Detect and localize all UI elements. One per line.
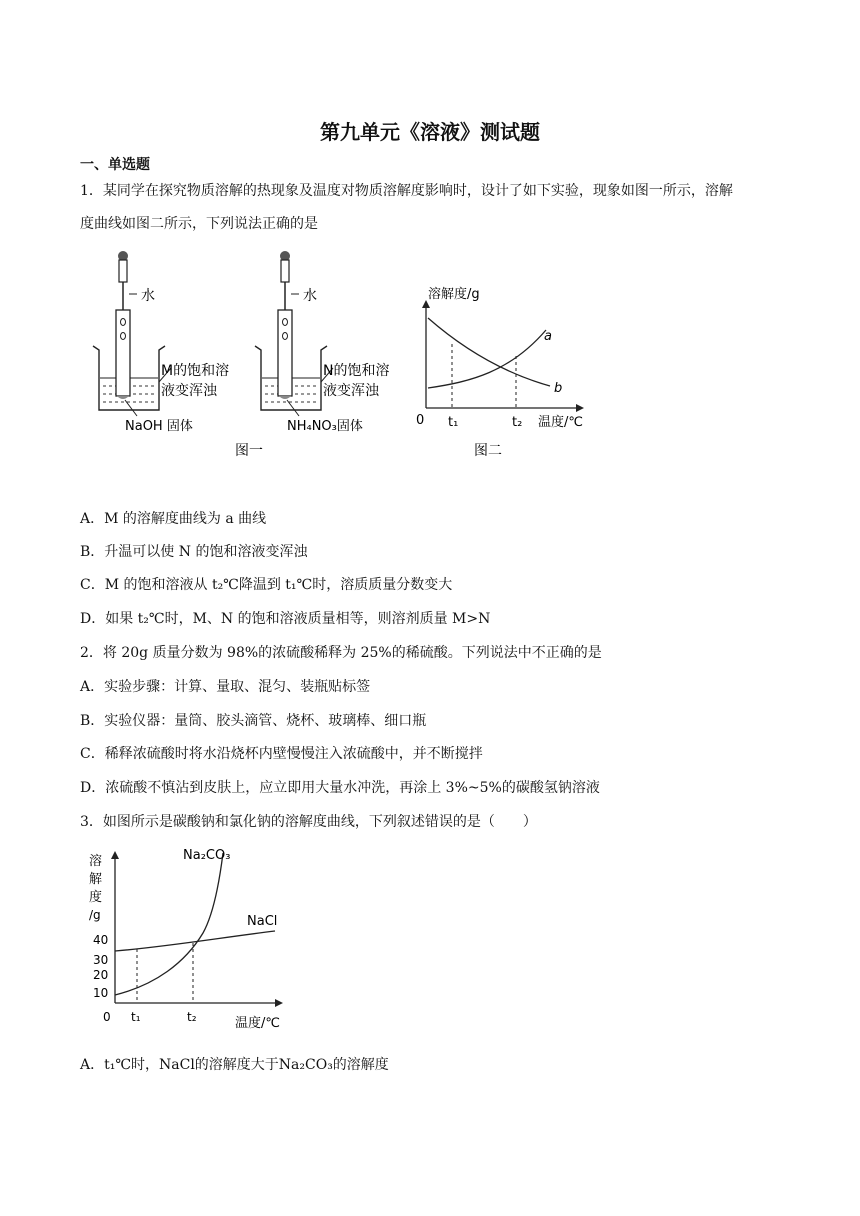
fig3-origin: 0 bbox=[103, 1010, 111, 1024]
fig2-curve-a-label: a bbox=[544, 329, 552, 344]
figure-two-caption: 图二 bbox=[474, 443, 502, 459]
fig2-t2-label: t₂ bbox=[512, 415, 523, 430]
n-label-2: 液变浑浊 bbox=[323, 383, 379, 399]
m-label-1: M的饱和溶 bbox=[161, 363, 230, 379]
q2-option-b: B．实验仪器：量筒、胶头滴管、烧杯、玻璃棒、细口瓶 bbox=[80, 713, 427, 729]
m-label-2: 液变浑浊 bbox=[161, 383, 217, 399]
n-label-1: N的饱和溶 bbox=[323, 363, 390, 379]
water-label-left: 水 bbox=[141, 288, 155, 304]
q2-option-a: A．实验步骤：计算、量取、混匀、装瓶贴标签 bbox=[80, 679, 371, 695]
fig3-nacl-label: NaCl bbox=[247, 914, 278, 929]
fig3-ylabel-1: 溶 bbox=[89, 854, 103, 869]
fig3-ylabel-4: /g bbox=[89, 908, 101, 922]
q2-option-c: C．稀释浓硫酸时将水沿烧杯内壁慢慢注入浓硫酸中，并不断搅拌 bbox=[80, 746, 483, 762]
nh4no3-label: NH₄NO₃固体 bbox=[287, 419, 363, 434]
water-label-right: 水 bbox=[303, 288, 317, 304]
fig3-nacl-curve bbox=[115, 931, 275, 951]
right-beaker bbox=[255, 310, 333, 416]
q2-option-d: D．浓硫酸不慎沾到皮肤上，应立即用大量水冲洗，再涂上 3%~5%的碳酸氢钠溶液 bbox=[80, 780, 600, 796]
q3-stem: 3．如图所示是碳酸钠和氯化钠的溶解度曲线，下列叙述错误的是（ ） bbox=[80, 814, 537, 830]
fig3-ytick-10: 10 bbox=[93, 986, 109, 1000]
fig2-ylabel: 溶解度/g bbox=[428, 287, 480, 302]
fig3-xtick-t2: t₂ bbox=[187, 1010, 197, 1024]
figure-two bbox=[410, 280, 600, 460]
q1-option-a: A．M 的溶解度曲线为 a 曲线 bbox=[80, 511, 267, 527]
fig2-x-arrow bbox=[576, 404, 584, 412]
q1-stem-line1: 1．某同学在探究物质溶解的热现象及温度对物质溶解度影响时，设计了如下实验，现象如图一所示，溶解 bbox=[80, 183, 733, 199]
fig2-xlabel: 温度/℃ bbox=[538, 415, 583, 430]
section-heading: 一、单选题 bbox=[80, 157, 150, 173]
figure-three bbox=[85, 845, 295, 1035]
q1-option-d: D．如果 t₂℃时，M、N 的饱和溶液质量相等，则溶剂质量 M>N bbox=[80, 611, 491, 627]
fig3-xtick-t1: t₁ bbox=[131, 1010, 141, 1024]
fig3-ytick-40: 40 bbox=[93, 933, 109, 947]
left-dropper bbox=[118, 251, 137, 312]
fig3-ytick-30: 30 bbox=[93, 953, 109, 967]
fig3-ylabel-2: 解 bbox=[89, 872, 103, 887]
fig3-xlabel: 温度/℃ bbox=[235, 1016, 280, 1031]
q1-option-b: B．升温可以使 N 的饱和溶液变浑浊 bbox=[80, 544, 308, 560]
fig2-curve-b bbox=[428, 318, 550, 386]
fig3-ylabel-3: 度 bbox=[89, 890, 103, 905]
q2-stem: 2．将 20g 质量分数为 98%的浓硫酸稀释为 25%的稀硫酸。下列说法中不正确的是 bbox=[80, 645, 602, 661]
q1-option-c: C．M 的饱和溶液从 t₂℃降温到 t₁℃时，溶质质量分数变大 bbox=[80, 577, 453, 593]
right-dropper bbox=[280, 251, 299, 312]
q1-stem-line2: 度曲线如图二所示，下列说法正确的是 bbox=[80, 216, 318, 232]
fig3-y-arrow bbox=[111, 851, 119, 859]
fig2-curve-b-label: b bbox=[554, 381, 563, 396]
naoh-label: NaOH 固体 bbox=[125, 419, 193, 434]
fig2-origin: 0 bbox=[416, 413, 425, 428]
fig2-t1-label: t₁ bbox=[448, 415, 459, 430]
figure-one-caption: 图一 bbox=[235, 443, 263, 459]
fig3-x-arrow bbox=[275, 999, 283, 1007]
page-title: 第九单元《溶液》测试题 bbox=[320, 120, 540, 144]
q3-option-a: A．t₁℃时，NaCl的溶解度大于Na₂CO₃的溶解度 bbox=[80, 1057, 389, 1073]
fig3-na2co3-curve bbox=[115, 853, 223, 995]
left-beaker bbox=[93, 310, 171, 416]
fig3-ytick-20: 20 bbox=[93, 968, 109, 982]
figure-one bbox=[85, 250, 415, 460]
fig3-na2co3-label: Na₂CO₃ bbox=[183, 848, 231, 863]
